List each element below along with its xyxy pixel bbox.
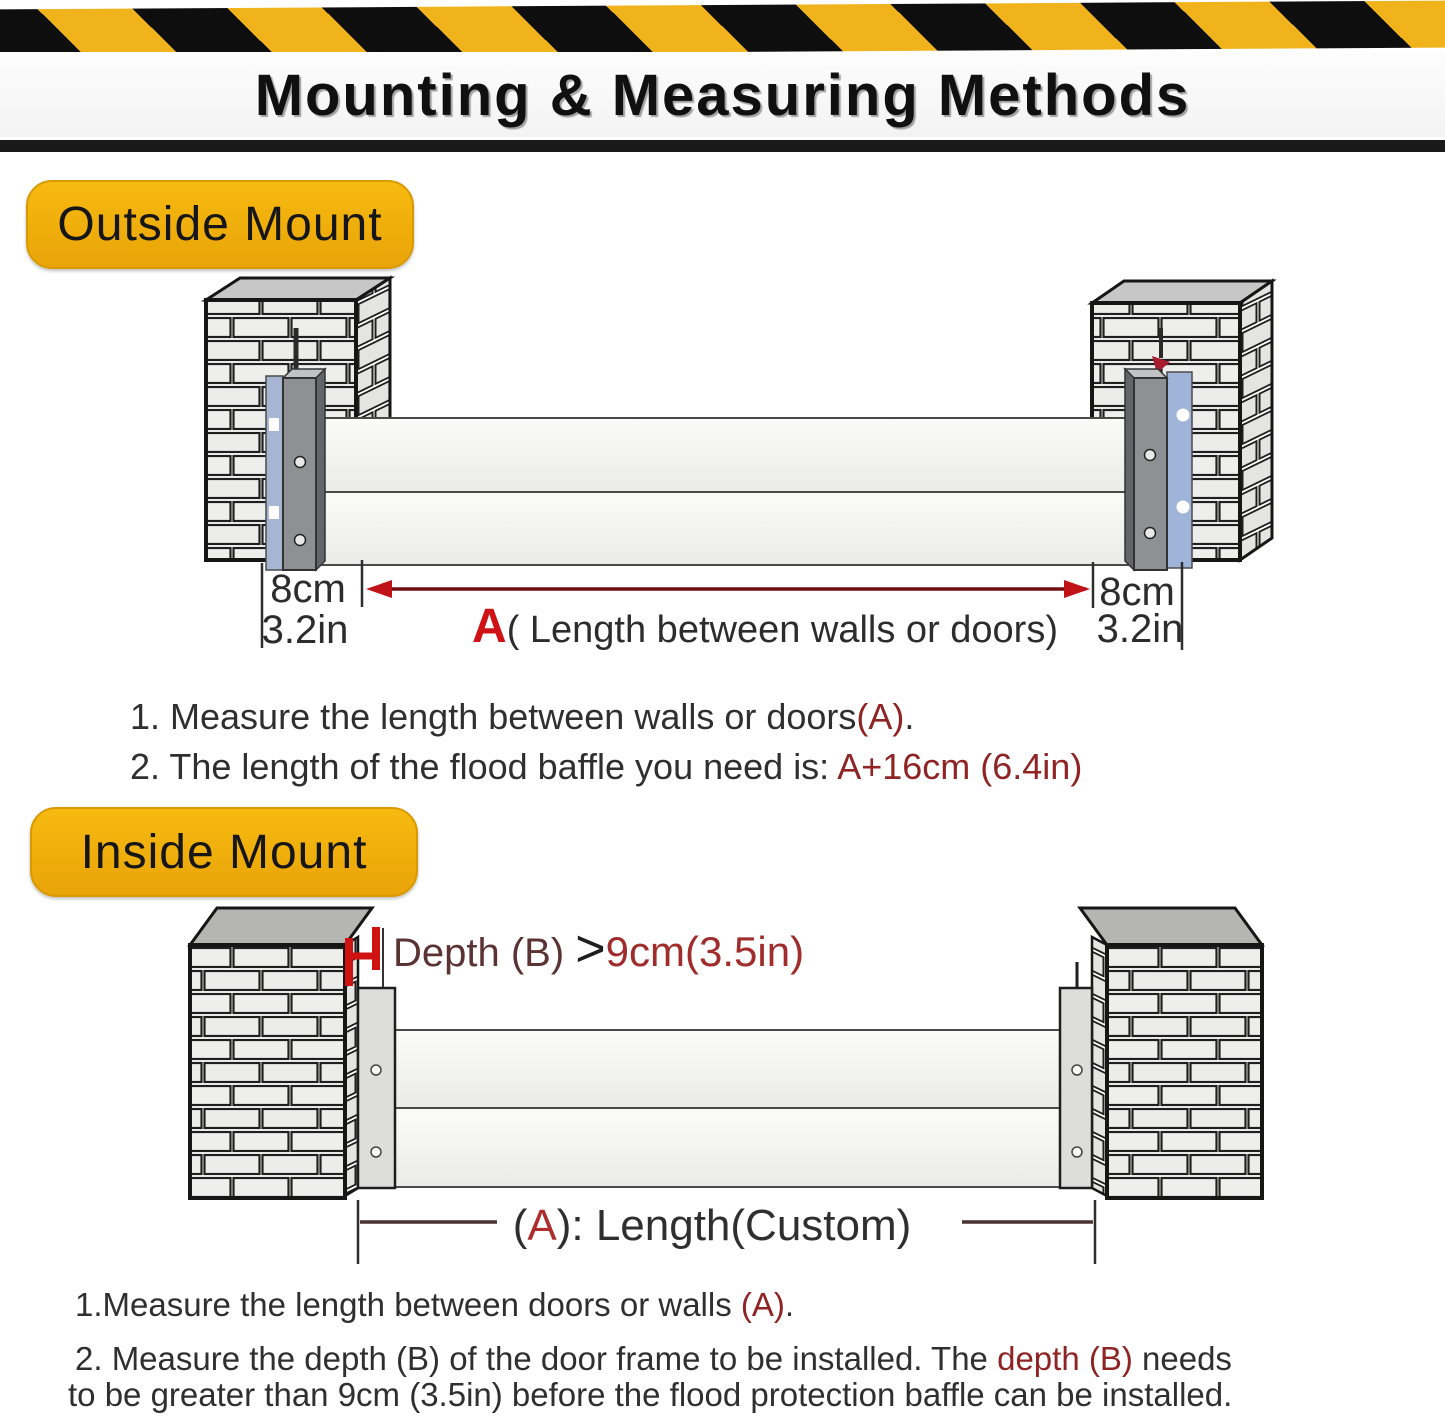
outside-mount-diagram <box>0 270 1445 670</box>
left-door-pillar <box>190 908 372 1198</box>
screw-icon <box>1145 450 1156 461</box>
screw-icon <box>1072 1065 1082 1075</box>
screw-icon <box>1072 1147 1082 1157</box>
outside-mount-badge <box>26 180 414 269</box>
screw-icon <box>371 1065 381 1075</box>
inside-mount-badge-label: Inside Mount <box>80 825 368 879</box>
screw-icon <box>371 1147 381 1157</box>
screw-icon <box>295 535 306 546</box>
inside-mount-badge <box>30 807 418 897</box>
flood-barrier-panels <box>395 1030 1060 1187</box>
screw-icon <box>1145 528 1156 539</box>
left-overlap-in-label: 3.2in <box>261 608 349 652</box>
span-length-label: A( Length between walls or doors) <box>472 600 1058 653</box>
inside-mount-diagram <box>0 900 1445 1280</box>
outside-dimensions <box>262 560 1184 653</box>
page-title: Mounting & Measuring Methods <box>254 63 1191 128</box>
inside-step-2-line-1: 2. Measure the depth (B) of the door frame to be installed. The depth (B) needs <box>75 1340 1232 1377</box>
outside-step-2: 2. The length of the flood baffle you need is: A+16cm (6.4in) <box>130 746 1083 787</box>
arrow-left-icon <box>366 580 392 598</box>
right-overlap-in-label: 3.2in <box>1096 607 1184 651</box>
inside-dimensions <box>358 1200 1095 1264</box>
custom-length-label: (A): Length(Custom) <box>512 1201 912 1250</box>
inside-step-1: 1.Measure the length between doors or walls (A). <box>75 1286 795 1323</box>
outside-step-1: 1. Measure the length between walls or doors(A). <box>130 696 915 737</box>
arrow-right-icon <box>1064 580 1090 598</box>
screw-icon <box>295 457 306 468</box>
left-frame-channel <box>358 988 395 1188</box>
flood-barrier-panels <box>322 418 1130 565</box>
right-overlap-cm-label: 8cm <box>1099 570 1175 614</box>
depth-label: Depth (B) >9cm(3.5in) <box>393 920 805 978</box>
left-mounting-channel <box>283 369 325 570</box>
caution-stripe-band <box>0 1 1445 57</box>
right-frame-channel <box>1060 962 1092 1188</box>
title-underline-bar <box>0 140 1445 152</box>
outside-mount-badge-label: Outside Mount <box>57 198 383 251</box>
inside-step-2-line-2: to be greater than 9cm (3.5in) before the flood protection baffle can be installed. <box>68 1376 1233 1413</box>
left-overlap-cm-label: 8cm <box>270 567 346 611</box>
right-mounting-channel <box>1125 369 1167 570</box>
right-door-pillar <box>1080 908 1262 1198</box>
